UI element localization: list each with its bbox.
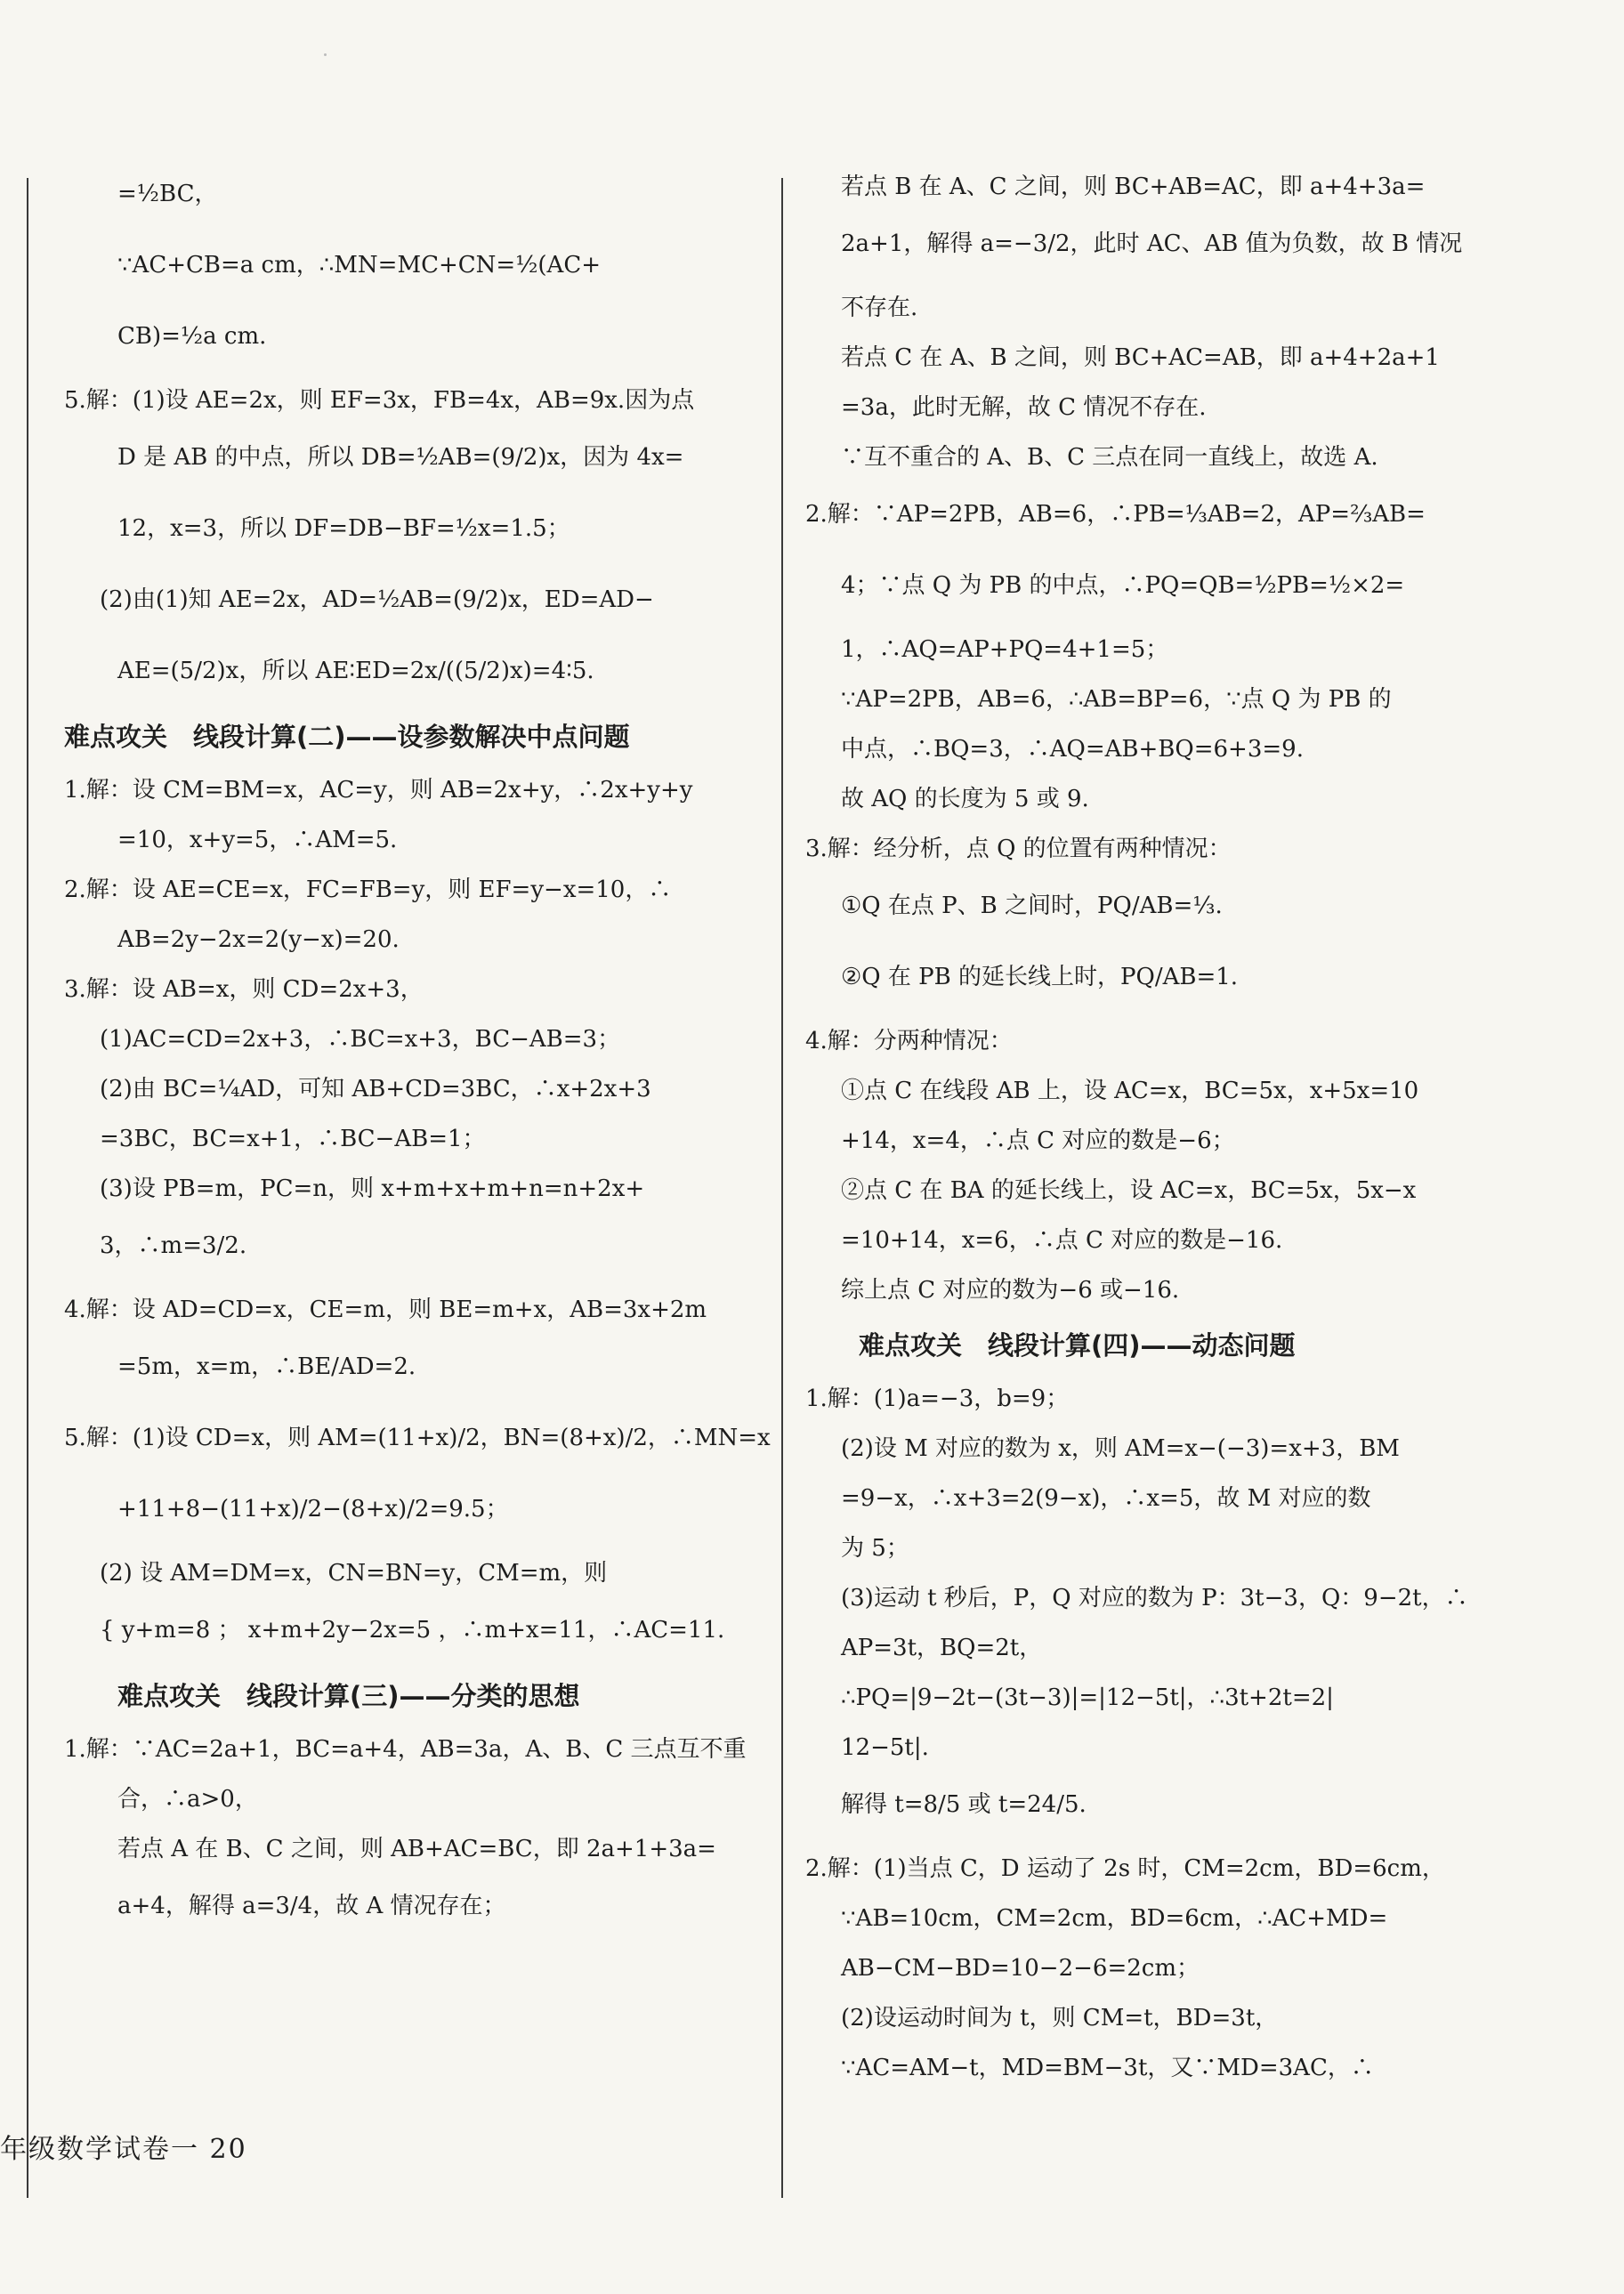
text-line: ∵AC=AM−t，MD=BM−3t，又∵MD=3AC，∴ (841, 2055, 1374, 2081)
left-lines-block (64, 169, 749, 696)
text-line: 故 AQ 的长度为 5 或 9. (841, 786, 1089, 812)
text-line: 不存在. (841, 295, 918, 321)
text-line: 若点 C 在 A、B 之间，则 BC+AC=AB，即 a+4+2a+1 (841, 344, 1440, 371)
text-line: (2)设运动时间为 t，则 CM=t，BD=3t， (841, 2005, 1279, 2031)
right-column (805, 169, 1499, 2100)
text-line: (3)运动 t 秒后，P，Q 对应的数为 P：3t−3，Q：9−2t，∴ (841, 1585, 1468, 1611)
text-line: =5m，x=m，∴BE/AD=2. (117, 1353, 416, 1380)
text-line: a+4，解得 a=3/4，故 A 情况存在； (117, 1893, 506, 1919)
text-line: 若点 A 在 B、C 之间，则 AB+AC=BC，即 2a+1+3a= (117, 1836, 716, 1862)
text-line: (2)设 M 对应的数为 x，则 AM=x−(−3)=x+3，BM (841, 1435, 1400, 1462)
left-column (64, 169, 771, 1952)
text-line: =10+14，x=6，∴点 C 对应的数是−16. (841, 1227, 1283, 1254)
text-line: 若点 B 在 A、C 之间，则 BC+AB=AC，即 a+4+3a= (841, 174, 1426, 200)
text-line: ①Q 在点 P、B 之间时，PQ/AB=⅓. (841, 893, 1223, 919)
text-line: 4.解：设 AD=CD=x，CE=m，则 BE=m+x，AB=3x+2m (64, 1296, 707, 1323)
text-line: 综上点 C 对应的数为−6 或−16. (841, 1277, 1180, 1304)
scan-speck (324, 53, 327, 56)
right-lines-block (805, 169, 1499, 1308)
text-line: ①点 C 在线段 AB 上，设 AC=x，BC=5x，x+5x=10 (841, 1078, 1419, 1104)
text-line: 3.解：经分析，点 Q 的位置有两种情况： (805, 836, 1232, 862)
text-line: 2.解：设 AE=CE=x，FC=FB=y，则 EF=y−x=10，∴ (64, 876, 672, 903)
text-line: 为 5； (841, 1535, 909, 1562)
left-lines-block-2 (64, 772, 771, 1655)
text-line: 4.解：分两种情况： (805, 1028, 1013, 1054)
text-line: 3，∴m=3/2. (100, 1232, 247, 1259)
text-line: 12−5t|. (841, 1734, 929, 1761)
text-line: 5.解：(1)设 CD=x，则 AM=(11+x)/2，BN=(8+x)/2，∴MN=x (64, 1425, 771, 1451)
text-line: =9−x，∴x+3=2(9−x)，∴x=5，故 M 对应的数 (841, 1485, 1371, 1512)
text-line: { y+m=8 ； x+m+2y−2x=5 ，∴m+x=11，∴AC=11. (100, 1617, 725, 1644)
text-line: AE=(5/2)x，所以 AE∶ED=2x/((5/2)x)=4∶5. (117, 658, 594, 684)
text-line: (2)由(1)知 AE=2x，AD=½AB=(9/2)x，ED=AD− (100, 586, 654, 613)
text-line: 1.解：(1)a=−3，b=9； (805, 1385, 1070, 1412)
text-line: 中点，∴BQ=3，∴AQ=AB+BQ=6+3=9. (841, 736, 1304, 763)
section-heading-2: 难点攻关 线段计算(二)——设参数解决中点问题 (64, 722, 630, 752)
text-line: 1.解：∵AC=2a+1，BC=a+4，AB=3a，A、B、C 三点互不重 (64, 1736, 747, 1763)
text-line: (1)AC=CD=2x+3，∴BC=x+3，BC−AB=3； (100, 1026, 621, 1053)
text-line: 2a+1，解得 a=−3/2，此时 AC、AB 值为负数，故 B 情况 (841, 230, 1463, 257)
text-line: AP=3t，BQ=2t， (841, 1635, 1043, 1661)
text-line: 12，x=3，所以 DF=DB−BF=½x=1.5； (117, 515, 570, 542)
text-line: AB−CM−BD=10−2−6=2cm； (841, 1955, 1200, 1982)
text-line: =10，x+y=5，∴AM=5. (117, 827, 398, 853)
text-line: +11+8−(11+x)/2−(8+x)/2=9.5； (117, 1496, 509, 1523)
text-line: 3.解：设 AB=x，则 CD=2x+3， (64, 976, 424, 1003)
text-line: ∵AB=10cm，CM=2cm，BD=6cm，∴AC+MD= (841, 1905, 1388, 1932)
text-line: (2)由 BC=¼AD，可知 AB+CD=3BC，∴x+2x+3 (100, 1076, 651, 1103)
right-lines-block-4 (805, 1381, 1499, 2086)
text-line: ∵AC+CB=a cm，∴MN=MC+CN=½(AC+ (117, 252, 601, 279)
left-border-rule (27, 178, 28, 2198)
text-line: 2.解：∵AP=2PB，AB=6，∴PB=⅓AB=2，AP=⅔AB= (805, 501, 1426, 528)
text-line: +14，x=4，∴点 C 对应的数是−6； (841, 1127, 1235, 1154)
text-line: 1，∴AQ=AP+PQ=4+1=5； (841, 636, 1169, 663)
text-line: 4；∵点 Q 为 PB 的中点，∴PQ=QB=½PB=½×2= (841, 572, 1405, 599)
text-line: AB=2y−2x=2(y−x)=20. (117, 926, 400, 953)
page-footer: 年级数学试卷一 20 (0, 2134, 247, 2165)
section-heading-3: 难点攻关 线段计算(三)——分类的思想 (117, 1681, 580, 1711)
text-line: ∴PQ=|9−2t−(3t−3)|=|12−5t|，∴3t+2t=2| (841, 1684, 1334, 1711)
text-line: =3a，此时无解，故 C 情况不存在. (841, 394, 1207, 421)
section-heading-4: 难点攻关 线段计算(四)——动态问题 (859, 1330, 1296, 1361)
text-line: ②Q 在 PB 的延长线上时，PQ/AB=1. (841, 964, 1239, 990)
text-line: ②点 C 在 BA 的延长线上，设 AC=x，BC=5x，5x−x (841, 1177, 1417, 1204)
text-line: ∵AP=2PB，AB=6，∴AB=BP=6，∵点 Q 为 PB 的 (841, 686, 1392, 713)
text-line: ∵互不重合的 A、B、C 三点在同一直线上，故选 A. (841, 444, 1378, 471)
text-line: 解得 t=8/5 或 t=24/5. (841, 1791, 1087, 1818)
text-line: 5.解：(1)设 AE=2x，则 EF=3x，FB=4x，AB=9x.因为点 (64, 387, 695, 414)
left-lines-block-3 (64, 1732, 749, 1931)
text-line: D 是 AB 的中点，所以 DB=½AB=(9/2)x，因为 4x= (117, 444, 684, 471)
text-line: (2) 设 AM=DM=x，CN=BN=y，CM=m，则 (100, 1560, 608, 1587)
text-line: 2.解：(1)当点 C，D 运动了 2s 时，CM=2cm，BD=6cm， (805, 1855, 1445, 1882)
text-line: 合，∴a>0， (117, 1786, 258, 1813)
text-line: CB)=½a cm. (117, 323, 267, 350)
text-line: (3)设 PB=m，PC=n，则 x+m+x+m+n=n+2x+ (100, 1175, 645, 1202)
text-line: =½BC， (117, 181, 218, 207)
text-line: =3BC，BC=x+1，∴BC−AB=1； (100, 1126, 486, 1152)
text-line: 1.解：设 CM=BM=x，AC=y，则 AB=2x+y，∴2x+y+y (64, 777, 693, 804)
column-divider (781, 178, 783, 2198)
